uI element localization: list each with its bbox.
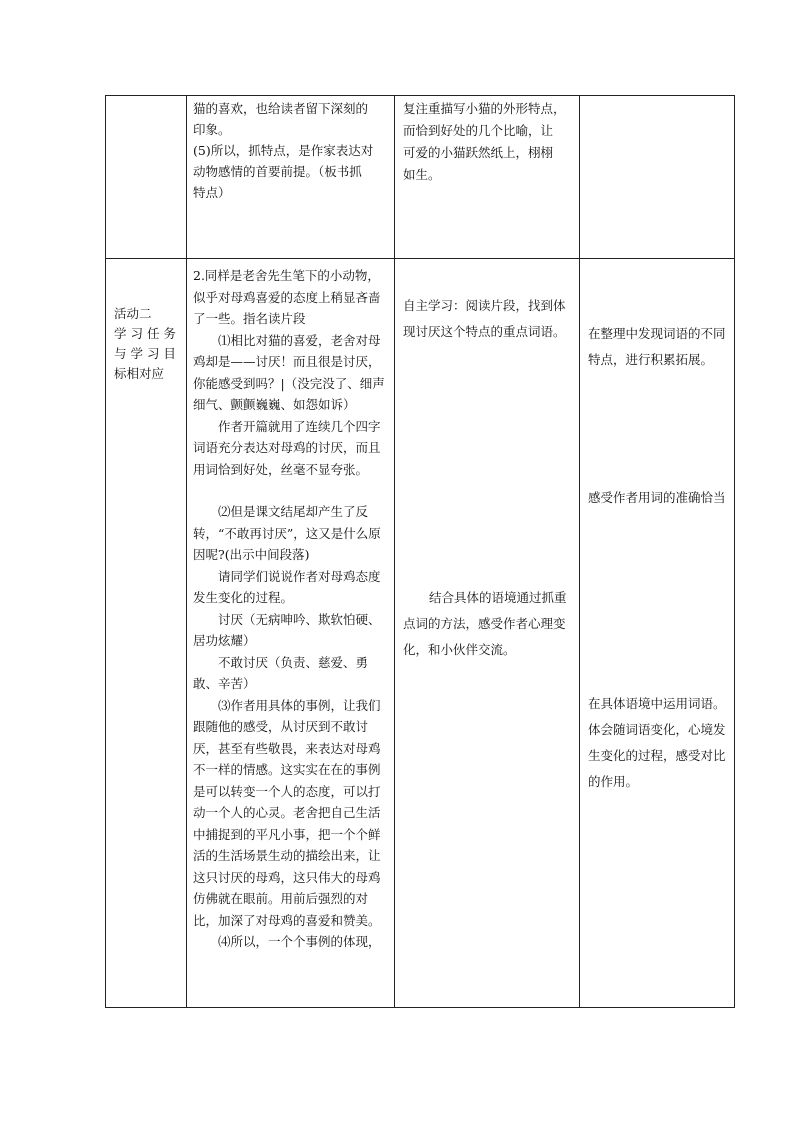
row1-col2-line: (5)所以，抓特点，是作家表达对 [193,143,374,158]
design-intent-a: 在整理中发现词语的不同特点，进行积累拓展。 [588,326,726,367]
activity-label: 活动二 [114,306,152,321]
activity-label: 学 习 任 务 [114,326,176,341]
row2-activity-cell [106,259,187,1008]
row1-student-cell [395,96,580,259]
paragraph: ⑶作者用具体的事例，让我们跟随他的感受，从讨厌到不敢讨厌，甚至有些敬畏，来表达对母鸡不一样的情感。这实实在在的事例是可以转变一个人的态度，可以打动一个人的心灵。老舍把自己生活中捕捉到的平凡小事，把一个个鲜活的生活场景生动的描绘出来，让这只讨厌的母鸡，这只伟大的母鸡仿佛就在眼前。用前后强烈的对比，加深了对母鸡的喜爱和赞美。 [193,697,381,928]
paragraph: 讨厌（无病呻吟、欺软怕硬、居功炫耀） [193,611,381,648]
row2-teacher-cell [187,259,395,1008]
row1-intent-cell [580,96,735,259]
table-row-1 [106,96,735,259]
design-intent-b: 感受作者用词的准确恰当 [588,490,726,505]
design-intent-c: 在具体语境中运用词语。体会随词语变化，心境发生变化的过程，感受对比的作用。 [588,696,726,789]
paragraph: ⑴相比对猫的喜爱，老舍对母鸡却是——讨厌！而且很是讨厌，你能感受到吗？|（没完没了、细声细气、颤颤巍巍、如怨如诉） [193,332,385,412]
row1-col3-line: 如生。 [403,167,441,182]
row1-col3-line: 而恰到好处的几个比喻，让 [403,123,554,138]
paragraph: 请同学们说说作者对母鸡态度发生变化的过程。 [193,568,381,605]
student-activity-b: 结合具体的语境通过抓重点词的方法，感受作者心理变化，和小伙伴交流。 [403,590,567,657]
row1-col2-line: 动物感情的首要前提。（板书抓 [193,164,362,179]
paragraph: 不敢讨厌（负责、慈爱、勇敢、辛苦） [193,654,369,691]
row1-col3-line: 复注重描写小猫的外形特点， [403,101,566,116]
row1-activity-cell [106,96,187,259]
paragraph: ⑷所以，一个个事例的体现， [218,934,381,949]
lesson-plan-table [105,95,735,1008]
row1-col2-line: 印象。 [193,122,231,137]
row1-col3-line: 可爱的小猫跃然纸上，栩栩 [403,145,554,160]
activity-label: 标相对应 [114,366,165,381]
row2-student-cell [395,259,580,1008]
row1-teacher-cell [187,96,395,259]
paragraph: ⑵但是课文结尾却产生了反转，“不敢再讨厌”，这又是什么原因呢?(出示中间段落) [193,504,381,562]
row2-intent-cell [580,259,735,1008]
activity-label: 与 学 习 目 [114,346,176,361]
row1-col2-line: 特点） [193,185,231,200]
teacher-activity-text [193,265,389,953]
table-row-2 [106,259,735,1008]
student-activity-a: 自主学习：阅读片段，找到体现讨厌这个特点的重点词语。 [403,298,566,339]
row1-col2-line: 猫的喜欢，也给读者留下深刻的 [193,101,369,116]
paragraph: 作者开篇就用了连续几个四字词语充分表达对母鸡的讨厌，而且用词恰到好处，丝毫不显夸张。 [193,418,381,477]
paragraph: 2.同样是老舍先生笔下的小动物，似乎对母鸡喜爱的态度上稍显吝啬了一些。指名读片段 [193,268,381,326]
